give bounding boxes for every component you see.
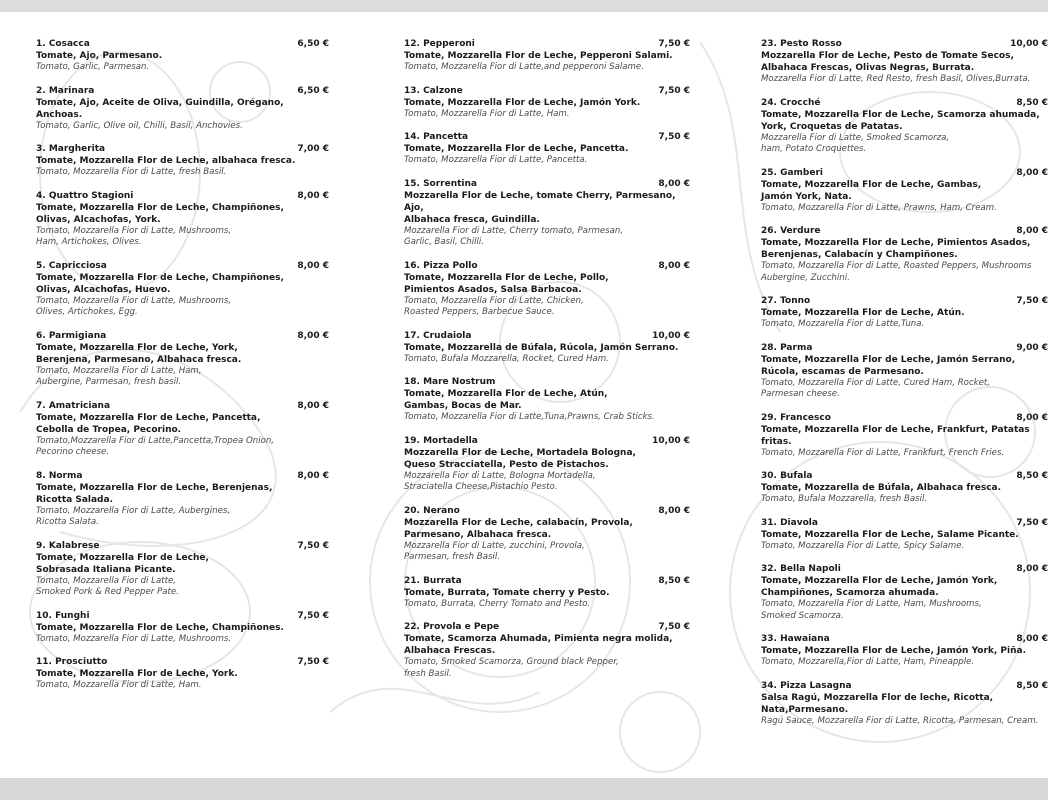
item-ingredients-en: Mozzarella Fior di Latte, Red Resto, fresh Basil, Olives,Burrata. — [761, 74, 1031, 84]
item-price: 8,00 € — [297, 400, 329, 411]
item-name: 24. Crocché — [761, 97, 821, 108]
item-name: 9. Kalabrese — [36, 540, 100, 551]
item-name: 10. Funghi — [36, 610, 90, 621]
menu-item — [404, 330, 690, 366]
item-price: 8,00 € — [658, 505, 690, 516]
item-price: 8,00 € — [1016, 412, 1048, 423]
item-ingredients-en: Tomato, Mozzarella Fior di Latte, fresh Basil. — [36, 167, 227, 177]
item-name: 29. Francesco — [761, 412, 831, 423]
menu-page — [0, 12, 1048, 778]
item-price: 6,50 € — [297, 39, 329, 49]
menu-item — [36, 470, 329, 529]
item-ingredients-en: Tomato, Burrata, Cherry Tomato and Pesto. — [404, 598, 591, 609]
item-price: 7,50 € — [658, 132, 690, 142]
item-ingredients-en: Tomato, Mozzarella Fior di Latte, Smoked Pork & Red Pepper Pate. — [36, 575, 179, 597]
menu-item — [404, 85, 690, 121]
item-name: 28. Parma — [761, 342, 813, 353]
item-price: 7,50 € — [297, 610, 329, 621]
menu-item — [36, 85, 329, 133]
item-price: 8,00 € — [1016, 564, 1048, 574]
item-name: 2. Marinara — [36, 85, 95, 96]
item-ingredients-en: Mozzarella Fior di Latte, zucchini, Provola, Parmesan, fresh Basil. — [404, 540, 585, 562]
item-price: 10,00 € — [652, 435, 690, 446]
item-ingredients-en: Tomato, Mozzarella Fior di Latte, Ham. — [404, 108, 570, 119]
item-name: 32. Bella Napoli — [761, 564, 841, 574]
item-ingredients-en: Mozzarella Fior di Latte, Cherry tomato, Parmesan, Garlic, Basil, Chilli. — [404, 225, 624, 247]
item-name: 17. Crudaiola — [404, 330, 472, 341]
item-name: 26. Verdure — [761, 226, 821, 236]
item-name: 1. Cosacca — [36, 39, 90, 49]
item-price: 8,00 € — [297, 470, 329, 481]
item-name: 4. Quattro Stagioni — [36, 190, 134, 201]
item-ingredients-en: Tomato, Mozzarella,Fior di Latte, Ham, Pineapple. — [761, 657, 975, 667]
item-ingredients-en: Tomato, Mozzarella Fior di Latte, Ham, Aubergine, Parmesan, fresh basil. — [36, 365, 202, 387]
item-name: 22. Provola e Pepe — [404, 622, 500, 632]
item-ingredients-en: Tomato, Smoked Scamorza, Ground black Pepper, fresh Basil. — [404, 657, 619, 679]
item-price: 8,50 € — [658, 575, 690, 586]
menu-column-1 — [36, 38, 329, 703]
item-name: 11. Prosciutto — [36, 657, 108, 667]
item-ingredients-es: Tomate, Mozzarella Flor de Leche, Jamón York, Piña. — [761, 646, 1027, 656]
item-price: 8,00 € — [658, 178, 690, 189]
item-ingredients-en: Tomato, Mozzarella Fior di Latte, Ham. — [36, 680, 202, 690]
item-name: 6. Parmigiana — [36, 330, 107, 341]
item-ingredients-es: Tomate, Mozzarella Flor de Leche, Champiñones, Olivas, Alcachofas, Huevo. — [36, 272, 284, 295]
item-price: 10,00 € — [652, 330, 690, 341]
item-name: 31. Diavola — [761, 517, 818, 528]
item-ingredients-es: Mozzarella Flor de Leche, Mortadela Bologna, Queso Stracciatella, Pesto de Pistachos. — [404, 447, 636, 470]
menu-item — [761, 680, 1048, 728]
item-ingredients-es: Tomate, Mozzarella Flor de Leche, Scamorza ahumada, York, Croquetas de Patatas. — [761, 109, 1040, 132]
item-ingredients-en: Tomato, Mozzarella Fior di Latte, Cured Ham, Rocket, Parmesan cheese. — [761, 377, 991, 399]
item-name: 20. Nerano — [404, 505, 460, 516]
item-ingredients-es: Tomate, Ajo, Aceite de Oliva, Guindilla, Orégano, Anchoas. — [36, 97, 284, 120]
menu-item — [36, 656, 329, 692]
item-name: 7. Amatriciana — [36, 400, 111, 411]
item-ingredients-en: Tomato, Mozzarella Fior di Latte, Mushrooms, Olives, Artichokes, Egg. — [36, 295, 232, 317]
item-ingredients-es: Mozzarella Flor de Leche, calabacín, Provola, Parmesano, Albahaca fresca. — [404, 517, 633, 540]
item-name: 18. Mare Nostrum — [404, 377, 496, 387]
item-price: 7,00 € — [297, 144, 329, 154]
menu-column-3 — [761, 38, 1048, 738]
item-ingredients-es: Tomate, Mozzarella Flor de Leche, Atún, Gambas, Bocas de Mar. — [404, 389, 608, 411]
menu-item — [761, 97, 1048, 156]
item-ingredients-es: Tomate, Mozzarella Flor de Leche, Pancetta. — [404, 144, 629, 154]
item-ingredients-es: Tomate, Mozzarella Flor de Leche, Champiñones, Olivas, Alcachofas, York. — [36, 202, 284, 225]
item-ingredients-es: Tomate, Burrata, Tomate cherry y Pesto. — [404, 587, 610, 598]
menu-item — [761, 167, 1048, 215]
item-price: 7,50 € — [1016, 517, 1048, 528]
menu-item — [36, 330, 329, 389]
item-name: 15. Sorrentina — [404, 178, 477, 189]
item-ingredients-es: Tomate, Mozzarella Flor de Leche, Pollo, Pimientos Asados, Salsa Barbacoa. — [404, 272, 609, 295]
item-name: 8. Norma — [36, 470, 83, 481]
menu-item — [404, 131, 690, 167]
menu-item — [36, 610, 329, 646]
item-price: 8,00 € — [1016, 634, 1048, 644]
menu-item — [36, 38, 329, 74]
item-price: 7,50 € — [658, 85, 690, 96]
menu-item — [36, 190, 329, 249]
item-ingredients-es: Tomate, Mozzarella Flor de Leche, Sobrasada Italiana Picante. — [36, 552, 209, 575]
item-name: 19. Mortadella — [404, 435, 478, 446]
menu-item — [404, 38, 690, 74]
menu-item — [404, 260, 690, 319]
item-price: 7,50 € — [658, 39, 690, 49]
item-ingredients-en: Tomato, Mozzarella Fior di Latte, Frankfurt, French Fries. — [761, 447, 1005, 458]
item-ingredients-en: Ragú Sauce, Mozzarella Fior di Latte, Ricotta, Parmesan, Cream. — [761, 715, 1039, 726]
item-ingredients-es: Tomate, Mozzarella Flor de Leche, albahaca fresca. — [36, 156, 296, 166]
item-ingredients-en: Tomato, Mozzarella Fior di Latte, Spicy Salame. — [761, 540, 965, 551]
item-ingredients-es: Tomate, Mozzarella Flor de Leche, Jamón York. — [404, 97, 641, 108]
menu-item — [761, 517, 1048, 553]
item-ingredients-en: Tomato, Mozzarella Fior di Latte,and pepperoni Salame. — [404, 62, 644, 72]
item-price: 8,50 € — [1016, 97, 1048, 108]
item-ingredients-en: Mozzarella Fior di Latte, Bologna Mortadella, Straciatella Cheese,Pistachio Pesto. — [404, 470, 596, 492]
item-ingredients-en: Mozzarella Fior di Latte, Smoked Scamorza, ham, Potato Croquettes. — [761, 132, 950, 154]
item-ingredients-en: Tomato, Mozzarella Fior di Latte, Roasted Peppers, Mushrooms Aubergine, Zucchini. — [761, 261, 1032, 283]
item-ingredients-en: Tomato, Bufala Mozzarella, Rocket, Cured Ham. — [404, 353, 609, 364]
item-ingredients-es: Tomate, Mozzarella Flor de Leche, Jamón York, Champiñones, Scamorza ahumada. — [761, 576, 998, 598]
item-name: 21. Burrata — [404, 575, 462, 586]
menu-item — [761, 412, 1048, 460]
item-ingredients-en: Tomato, Mozzarella Fior di Latte, Chicken, Roasted Peppers, Barbecue Sauce. — [404, 295, 584, 317]
item-ingredients-es: Mozzarella Flor de Leche, Pesto de Tomate Secos, Albahaca Frescas, Olivas Negras, Burrata. — [761, 51, 1014, 73]
menu-item — [761, 470, 1048, 506]
item-price: 7,50 € — [297, 657, 329, 667]
item-name: 16. Pizza Pollo — [404, 260, 478, 271]
item-ingredients-es: Tomate, Mozzarella Flor de Leche, Champiñones. — [36, 622, 284, 633]
menu-item — [404, 575, 690, 611]
item-price: 9,00 € — [1016, 342, 1048, 353]
item-ingredients-es: Tomate, Mozzarella Flor de Leche, Frankfurt, Patatas fritas. — [761, 424, 1030, 447]
item-ingredients-en: Tomato, Mozzarella Fior di Latte, Mushrooms. — [36, 633, 232, 644]
item-name: 30. Bufala — [761, 471, 813, 481]
item-price: 8,50 € — [1016, 680, 1048, 691]
item-price: 8,00 € — [658, 260, 690, 271]
menu-column-2 — [404, 38, 690, 691]
item-name: 27. Tonno — [761, 296, 811, 306]
menu-item — [761, 633, 1048, 669]
item-ingredients-es: Mozzarella Flor de Leche, tomate Cherry, Parmesano, Ajo, Albahaca fresca, Guindilla. — [404, 190, 676, 225]
item-ingredients-es: Tomate, Mozzarella Flor de Leche, Pancetta, Cebolla de Tropea, Pecorino. — [36, 412, 261, 435]
item-name: 33. Hawaiana — [761, 634, 830, 644]
item-ingredients-en: Tomato, Mozzarella Fior di Latte, Pancetta. — [404, 155, 588, 165]
item-ingredients-en: Tomato, Garlic, Parmesan. — [36, 62, 150, 72]
menu-item — [404, 621, 690, 680]
menu-item — [761, 563, 1048, 622]
item-price: 8,00 € — [1016, 167, 1048, 178]
item-ingredients-es: Tomate, Mozzarella Flor de Leche, Berenjenas, Ricotta Salada. — [36, 482, 273, 505]
item-ingredients-es: Tomate, Mozzarella Flor de Leche, Pepperoni Salami. — [404, 51, 673, 61]
bottom-edge — [0, 778, 1048, 800]
item-name: 34. Pizza Lasagna — [761, 680, 852, 691]
item-ingredients-en: Tomato,Mozzarella Fior di Latte,Pancetta,Tropea Onion, Pecorino cheese. — [36, 435, 275, 457]
item-price: 6,50 € — [297, 85, 329, 96]
item-price: 7,50 € — [297, 540, 329, 551]
item-price: 8,50 € — [1016, 471, 1048, 481]
item-ingredients-en: Tomato, Bufala Mozzarella, fresh Basil. — [761, 494, 928, 504]
item-ingredients-es: Tomate, Mozzarella de Búfala, Albahaca fresca. — [761, 483, 1002, 493]
item-ingredients-es: Tomate, Scamorza Ahumada, Pimienta negra molida, Albahaca Frescas. — [404, 634, 673, 656]
item-ingredients-es: Tomate, Mozzarella Flor de Leche, York, Berenjena, Parmesano, Albahaca fresca. — [36, 342, 242, 365]
item-ingredients-en: Tomato, Mozzarella Fior di Latte,Tuna,Prawns, Crab Sticks. — [404, 412, 655, 422]
menu-item — [36, 260, 329, 319]
item-ingredients-es: Tomate, Mozzarella Flor de Leche, Gambas, Jamón York, Nata. — [761, 179, 982, 202]
item-ingredients-es: Tomate, Mozzarella Flor de Leche, Atún. — [761, 308, 965, 318]
item-ingredients-en: Tomato, Garlic, Olive oil, Chilli, Basil, Anchovies. — [36, 120, 243, 131]
item-ingredients-es: Tomate, Mozzarella Flor de Leche, Salame Picante. — [761, 529, 1019, 540]
item-ingredients-en: Tomato, Mozzarella Fior di Latte, Prawns, Ham, Cream. — [761, 202, 997, 213]
menu-item — [404, 376, 690, 424]
menu-item — [404, 435, 690, 494]
item-name: 13. Calzone — [404, 85, 463, 96]
item-ingredients-en: Tomato, Mozzarella Fior di Latte, Mushrooms, Ham, Artichokes, Olives. — [36, 225, 232, 247]
item-ingredients-en: Tomato, Mozzarella Fior di Latte, Aubergines, Ricotta Salata. — [36, 505, 231, 527]
menu-item — [761, 38, 1048, 86]
item-price: 8,00 € — [297, 190, 329, 201]
item-price: 8,00 € — [1016, 226, 1048, 236]
item-name: 23. Pesto Rosso — [761, 39, 842, 49]
item-ingredients-es: Tomate, Mozzarella Flor de Leche, York. — [36, 669, 238, 679]
item-ingredients-es: Tomate, Mozzarella Flor de Leche, Pimientos Asados, Berenjenas, Calabacín y Champiñones. — [761, 238, 1031, 260]
menu-item — [36, 540, 329, 599]
item-name: 3. Margherita — [36, 144, 106, 154]
item-ingredients-es: Tomate, Mozzarella Flor de Leche, Jamón Serrano, Rúcola, escamas de Parmesano. — [761, 354, 1016, 377]
menu-item — [761, 225, 1048, 284]
menu-item — [404, 505, 690, 564]
item-name: 12. Pepperoni — [404, 39, 475, 49]
item-ingredients-es: Tomate, Ajo, Parmesano. — [36, 51, 163, 61]
item-price: 8,00 € — [297, 260, 329, 271]
item-ingredients-en: Tomato, Mozzarella Fior di Latte, Ham, Mushrooms, Smoked Scamorza. — [761, 599, 982, 621]
menu-item — [761, 342, 1048, 401]
item-name: 14. Pancetta — [404, 132, 469, 142]
menu-item — [404, 178, 690, 249]
item-ingredients-es: Salsa Ragú, Mozzarella Flor de leche, Ricotta, Nata,Parmesano. — [761, 692, 994, 715]
item-ingredients-es: Tomate, Mozzarella de Búfala, Rúcola, Jamón Serrano. — [404, 342, 679, 353]
item-name: 5. Capricciosa — [36, 260, 107, 271]
item-price: 7,50 € — [1016, 296, 1048, 306]
item-ingredients-en: Tomato, Mozzarella Fior di Latte,Tuna. — [761, 319, 925, 329]
item-price: 10,00 € — [1010, 39, 1048, 49]
menu-item — [36, 143, 329, 179]
item-name: 25. Gamberi — [761, 167, 823, 178]
menu-item — [36, 400, 329, 459]
item-price: 7,50 € — [658, 622, 690, 632]
item-price: 8,00 € — [297, 330, 329, 341]
menu-item — [761, 295, 1048, 331]
